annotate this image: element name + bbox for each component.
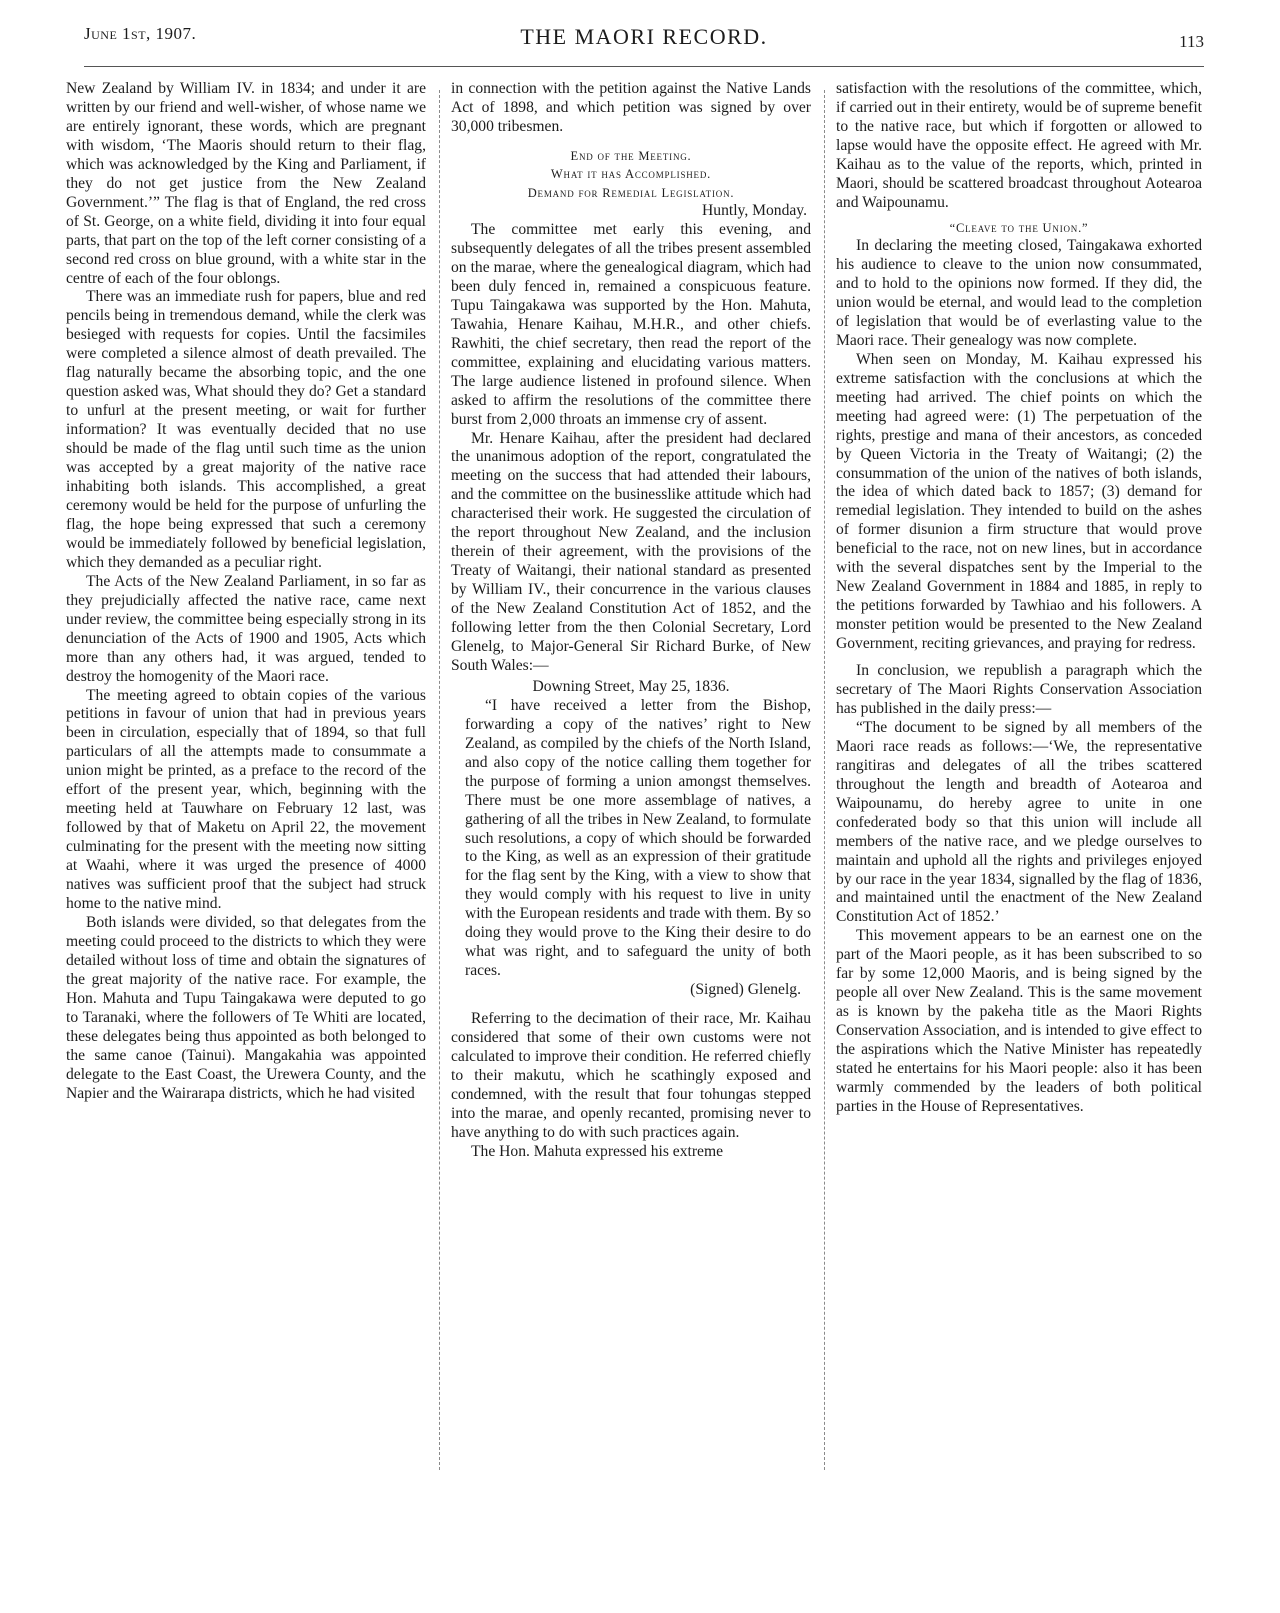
subheading: Demand for Remedial Legislation. (527, 185, 735, 200)
column-2 (451, 80, 811, 1162)
subheading: What it has Accomplished. (550, 167, 712, 182)
paragraph: New Zealand by William IV. in 1834; and under it are written by our friend and well-wisher, of whose name we are entirely ignorant, these words, which are pregnant with wisdom, ‘The Maoris should return to their flag, which was acknowledged by the King and Parliament, if they do not get justice from the New Zealand Government.’” The flag is that of England, the red cross of St. George, on a white field, dividing it into four equal parts, that part on the top of the left corner consisting of a second red cross on blue ground, with a white star in the centre of each of the four oblongs. (66, 80, 426, 287)
paragraph: In declaring the meeting closed, Taingakawa exhorted his audience to cleave to the union now consummated, and to hold to the opinions now formed. If they did, the union would be eternal, and would lead to the completion of legislation that would be of everlasting value to the Maori race. Their genealogy was now complete. (836, 237, 1202, 349)
dateline: Huntly, Monday. (702, 202, 807, 220)
subheading: “Cleave to the Union.” (949, 220, 1089, 235)
subheading: End of the Meeting. (570, 148, 692, 163)
paragraph: This movement appears to be an earnest one on the part of the Maori people, as it has been subscribed to so far by some 12,000 Maoris, and is being signed by the people all over New Zealand. This is the same movement as is known by the pakeha title as the Maori Rights Conservation Association, and is intended to give effect to the aspirations which the Native Minister has repeatedly stated he entertains for his Maori people: also it has been warmly commended by the leaders of both political parties in the House of Representatives. (836, 927, 1202, 1115)
paragraph: Both islands were divided, so that delegates from the meeting could proceed to the districts to which they were detailed without loss of time and obtain the signatures of the great majority of the native race. For example, the Hon. Mahuta and Tupu Taingakawa were deputed to go to Taranaki, where the followers of Te Whiti are located, these delegates being thus appointed as both belonged to the same canoe (Tainui). Mangakahia was appointed delegate to the East Coast, the Urewera County, and the Napier and the Wairarapa districts, which he had visited (66, 913, 426, 1102)
header-rule (84, 66, 1204, 67)
paragraph: The meeting agreed to obtain copies of the various petitions in favour of union that had in previous years been in circulation, especially that of 1894, so that full particulars of all the attempts made to consummate a union might be printed, as a preface to the record of the effort of the present year, which, beginning with the meeting held at Tauwhare on February 12 last, was followed by that of Maketu on April 22, the movement culminating for the present with the meeting now sitting at Waahi, where it was urged the presence of 4000 natives was sufficient proof that the subject had struck home to the native mind. (66, 686, 426, 912)
paragraph: Mr. Henare Kaihau, after the president had declared the unanimous adoption of the report, congratulated the meeting on the success that had attended their labours, and the committee on the businesslike attitude which had characterised their work. He suggested the circulation of the report throughout New Zealand, and the inclusion therein of their agreement, with the provisions of the Treaty of Waitangi, their national standard as presented by William IV., their concurrence in the various clauses of the New Zealand Constitution Act of 1852, and the following letter from the then Colonial Secretary, Lord Glenelg, to Major-General Sir Richard Burke, of New South Wales:— (451, 429, 811, 674)
letter-dateline: Downing Street, May 25, 1836. (532, 677, 730, 695)
page-number: 113 (1179, 32, 1204, 51)
paragraph: Referring to the decimation of their race, Mr. Kaihau considered that some of their own customs were not calculated to improve their condition. He referred chiefly to their makutu, which he scathingly exposed and condemned, with the result that four tohungas stepped into the marae, and openly recanted, promising never to have anything to do with such practices again. (451, 1010, 811, 1141)
paragraph: The committee met early this evening, and subsequently delegates of all the tribes present assembled on the marae, where the genealogical diagram, which had been duly fenced in, remained a conspicuous feature. Tupu Taingakawa was supported by the Hon. Mahuta, Tawahia, Henare Kaihau, M.H.R., and other chiefs. Rawhiti, the chief secretary, then read the report of the committee, explaining and elucidating various matters. The large audience listened in profound silence. When asked to affirm the resolutions of the committee there burst from 2,000 throats an immense cry of assent. (451, 221, 811, 428)
column-3 (836, 80, 1202, 1117)
paragraph: There was an immediate rush for papers, blue and red pencils being in tremendous demand, while the clerk was besieged with requests for copies. Until the facsimiles were completed a silence almost of death prevailed. The flag naturally became the absorbing topic, and the one question asked was, What should they do? Get a standard to unfurl at the present meeting, or wait for further information? It was eventually decided that no use should be made of the flag until such time as the union was accepted by a great majority of the native race inhabiting both islands. This accomplished, a great ceremony would be held for the purpose of unfurling the flag, the hope being expressed that such a ceremony would be immediately followed by beneficial legislation, which they demanded as a peculiar right. (66, 288, 426, 571)
letter-signature: (Signed) Glenelg. (690, 981, 801, 999)
column-1 (66, 80, 426, 1103)
paragraph: in connection with the petition against the Native Lands Act of 1898, and which petition was signed by over 30,000 tribesmen. (451, 80, 811, 135)
page-header (84, 18, 1204, 58)
column-separator (824, 90, 825, 1470)
paragraph: In conclusion, we republish a paragraph which the secretary of The Maori Rights Conservation Association has published in the daily press:— (836, 662, 1202, 717)
paragraph: The Hon. Mahuta expressed his extreme (471, 1142, 724, 1160)
paragraph: satisfaction with the resolutions of the committee, which, if carried out in their entirety, would be of supreme benefit to the native race, but which if forgotten or allowed to lapse would have the opposite effect. He agreed with Mr. Kaihau as to the value of the reports, which, printed in Maori, should be scattered broadcast throughout Aotearoa and Waipounamu. (836, 80, 1202, 211)
quoted-document: “The document to be signed by all members of the Maori race reads as follows:—‘We, the representative rangitiras and delegates of all the tribes scattered throughout the length and breadth of Aotearoa and Waipounamu, do hereby agree to unite in one confederated body so that this union will include all members of the native race, and we pledge ourselves to maintain and uphold all the rights and privileges enjoyed by our race in the year 1834, signalled by the flag of 1836, and maintained until the enactment of the New Zealand Constitution Act of 1852.’ (836, 718, 1202, 926)
letter-quote: “I have received a letter from the Bishop, forwarding a copy of the natives’ right to New Zealand, as compiled by the chiefs of the North Island, and also copy of the notice calling them together for the purpose of forming a union amongst themselves. There must be one more assemblage of natives, a gathering of all the tribes in New Zealand, to formulate such resolutions, a copy of which should be forwarded to the King, as well as an expression of their gratitude for the flag sent by the King, with a view to show that they would comply with his request to live in unity with the European residents and trade with them. By so doing they would prove to the King their desire to do what was right, and to safeguard the unity of both races. (465, 696, 811, 980)
paragraph: When seen on Monday, M. Kaihau expressed his extreme satisfaction with the conclusions at which the meeting had arrived. The chief points on which the meeting had agreed were: (1) The perpetuation of the rights, prestige and mana of their ancestors, as conceded by Queen Victoria in the Treaty of Waitangi; (2) the consummation of the union of the natives of both islands, the idea of which dated back to 1857; (3) demand for remedial legislation. They intended to build on the ashes of former disunion a firm structure that would prove beneficial to the race, not on new lines, but in accordance with the several dispatches sent by the Imperial to the New Zealand Government in 1884 and 1885, in reply to the petitions forwarded by Tawhiao and his followers. A monster petition would be presented to the New Zealand Government, reciting grievances, and praying for redress. (836, 350, 1202, 653)
journal-title: THE MAORI RECORD. (520, 24, 768, 49)
paragraph: The Acts of the New Zealand Parliament, in so far as they prejudicially affected the native race, came next under review, the committee being especially strong in its denunciation of the Acts of 1900 and 1905, Acts which more than any others had, it was argued, tended to destroy the homogenity of the Maori race. (66, 572, 426, 685)
column-separator (439, 90, 440, 1470)
issue-date: June 1st, 1907. (84, 24, 197, 43)
